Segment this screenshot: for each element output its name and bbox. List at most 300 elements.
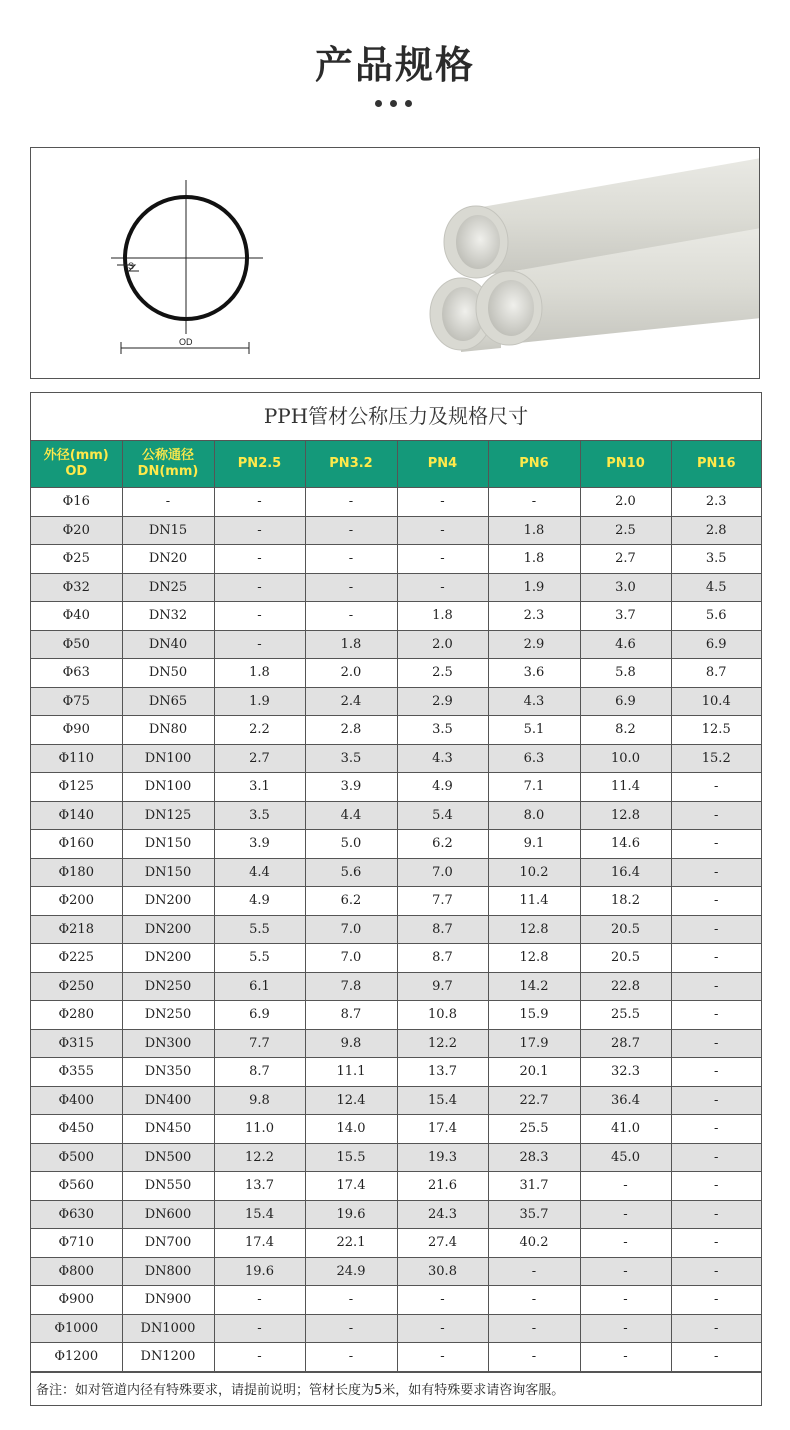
table-cell: -	[488, 1314, 580, 1343]
table-cell: 6.9	[214, 1001, 305, 1030]
table-cell: -	[305, 488, 397, 517]
table-cell: 15.4	[214, 1200, 305, 1229]
table-cell: 3.7	[580, 602, 671, 631]
table-cell: 2.9	[488, 630, 580, 659]
table-cell: DN65	[122, 687, 214, 716]
table-cell: -	[397, 545, 488, 574]
table-row	[31, 488, 761, 517]
table-cell: 35.7	[488, 1200, 580, 1229]
table-cell: 19.6	[305, 1200, 397, 1229]
table-cell: 3.9	[214, 830, 305, 859]
table-cell: 3.1	[214, 773, 305, 802]
table-cell: -	[671, 944, 761, 973]
table-cell: 3.5	[671, 545, 761, 574]
od-label: OD	[179, 337, 193, 347]
header-cell: PN10	[580, 441, 671, 488]
table-cell: 15.4	[397, 1086, 488, 1115]
table-cell: 31.7	[488, 1172, 580, 1201]
table-cell: 12.8	[580, 801, 671, 830]
table-row	[31, 972, 761, 1001]
table-row	[31, 773, 761, 802]
table-cell: 5.0	[305, 830, 397, 859]
table-cell: 7.0	[397, 858, 488, 887]
header-cell: 公称通径 DN(mm)	[122, 441, 214, 488]
table-row	[31, 915, 761, 944]
table-cell: 20.5	[580, 915, 671, 944]
table-cell: 5.6	[305, 858, 397, 887]
table-cell: 2.7	[214, 744, 305, 773]
table-cell: Φ710	[31, 1229, 122, 1258]
table-cell: -	[214, 516, 305, 545]
table-cell: Φ900	[31, 1286, 122, 1315]
table-cell: -	[671, 1058, 761, 1087]
table-header-row	[31, 441, 761, 488]
table-row	[31, 1086, 761, 1115]
table-cell: Φ75	[31, 687, 122, 716]
table-cell: 4.6	[580, 630, 671, 659]
table-cell: -	[580, 1286, 671, 1315]
table-cell: 1.8	[397, 602, 488, 631]
table-cell: Φ110	[31, 744, 122, 773]
table-cell: 10.8	[397, 1001, 488, 1030]
table-cell: 7.0	[305, 944, 397, 973]
table-cell: 4.5	[671, 573, 761, 602]
table-cell: 4.9	[214, 887, 305, 916]
table-cell: DN250	[122, 972, 214, 1001]
table-cell: -	[305, 1314, 397, 1343]
table-cell: 6.3	[488, 744, 580, 773]
table-cell: 3.5	[214, 801, 305, 830]
table-cell: DN150	[122, 858, 214, 887]
table-cell: 32.3	[580, 1058, 671, 1087]
table-cell: 45.0	[580, 1143, 671, 1172]
table-cell: Φ63	[31, 659, 122, 688]
table-cell: 4.4	[305, 801, 397, 830]
table-row	[31, 602, 761, 631]
table-cell: 22.7	[488, 1086, 580, 1115]
table-cell: Φ16	[31, 488, 122, 517]
table-cell: -	[214, 630, 305, 659]
table-cell: -	[488, 488, 580, 517]
table-row	[31, 1029, 761, 1058]
table-cell: 10.2	[488, 858, 580, 887]
table-cell: -	[671, 858, 761, 887]
table-cell: -	[397, 1314, 488, 1343]
table-cell: Φ630	[31, 1200, 122, 1229]
table-cell: 1.8	[214, 659, 305, 688]
table-cell: -	[305, 1343, 397, 1372]
table-cell: -	[214, 488, 305, 517]
table-cell: DN500	[122, 1143, 214, 1172]
table-cell: -	[580, 1314, 671, 1343]
s-label: S	[128, 261, 135, 271]
table-cell: -	[214, 602, 305, 631]
table-cell: -	[580, 1200, 671, 1229]
product-figure	[30, 147, 760, 379]
table-cell: DN200	[122, 944, 214, 973]
table-cell: 4.9	[397, 773, 488, 802]
table-cell: 4.4	[214, 858, 305, 887]
table-cell: 13.7	[397, 1058, 488, 1087]
table-cell: DN550	[122, 1172, 214, 1201]
table-cell: DN600	[122, 1200, 214, 1229]
table-cell: Φ140	[31, 801, 122, 830]
table-cell: 2.8	[305, 716, 397, 745]
table-cell: -	[671, 915, 761, 944]
table-row	[31, 573, 761, 602]
table-cell: 21.6	[397, 1172, 488, 1201]
table-caption: PPH管材公称压力及规格尺寸	[31, 393, 761, 441]
table-cell: 2.5	[397, 659, 488, 688]
table-cell: DN20	[122, 545, 214, 574]
table-cell: 25.5	[580, 1001, 671, 1030]
table-cell: -	[671, 830, 761, 859]
table-cell: -	[305, 573, 397, 602]
table-cell: 9.7	[397, 972, 488, 1001]
table-cell: 2.2	[214, 716, 305, 745]
table-cell: 24.3	[397, 1200, 488, 1229]
table-cell: DN1000	[122, 1314, 214, 1343]
table-cell: 8.7	[397, 915, 488, 944]
table-cell: 5.1	[488, 716, 580, 745]
table-cell: -	[671, 1172, 761, 1201]
table-cell: 1.9	[488, 573, 580, 602]
cross-section-diagram	[111, 180, 263, 354]
table-row	[31, 516, 761, 545]
table-cell: -	[397, 516, 488, 545]
table-cell: 40.2	[488, 1229, 580, 1258]
table-cell: DN200	[122, 887, 214, 916]
table-cell: 19.3	[397, 1143, 488, 1172]
table-cell: 2.0	[397, 630, 488, 659]
table-row	[31, 687, 761, 716]
table-cell: 25.5	[488, 1115, 580, 1144]
table-cell: 11.0	[214, 1115, 305, 1144]
table-cell: Φ160	[31, 830, 122, 859]
table-cell: 2.5	[580, 516, 671, 545]
table-cell: -	[671, 887, 761, 916]
table-row	[31, 1343, 761, 1372]
header-cell: PN6	[488, 441, 580, 488]
table-row	[31, 1115, 761, 1144]
table-cell: 6.1	[214, 972, 305, 1001]
table-cell: 20.5	[580, 944, 671, 973]
header-cell: 外径(mm) OD	[31, 441, 122, 488]
table-row	[31, 1058, 761, 1087]
table-cell: Φ25	[31, 545, 122, 574]
header-cell: PN4	[397, 441, 488, 488]
table-cell: -	[671, 1343, 761, 1372]
table-cell: 17.4	[214, 1229, 305, 1258]
table-cell: 12.8	[488, 944, 580, 973]
table-cell: 15.2	[671, 744, 761, 773]
table-cell: 11.1	[305, 1058, 397, 1087]
table-cell: -	[671, 1086, 761, 1115]
table-row	[31, 1229, 761, 1258]
table-cell: -	[671, 773, 761, 802]
table-cell: Φ32	[31, 573, 122, 602]
table-row	[31, 1257, 761, 1286]
table-cell: 8.7	[305, 1001, 397, 1030]
table-cell: 5.6	[671, 602, 761, 631]
table-cell: 3.5	[305, 744, 397, 773]
title-dots-decoration	[371, 92, 419, 102]
table-cell: 2.0	[580, 488, 671, 517]
table-cell: 15.5	[305, 1143, 397, 1172]
table-row	[31, 801, 761, 830]
table-cell: 6.9	[580, 687, 671, 716]
table-row	[31, 858, 761, 887]
table-cell: Φ400	[31, 1086, 122, 1115]
table-cell: 2.3	[671, 488, 761, 517]
table-cell: -	[671, 1143, 761, 1172]
table-row	[31, 1314, 761, 1343]
table-cell: Φ1200	[31, 1343, 122, 1372]
table-cell: 2.0	[305, 659, 397, 688]
table-row	[31, 659, 761, 688]
table-cell: -	[671, 972, 761, 1001]
table-cell: 7.7	[397, 887, 488, 916]
table-row	[31, 545, 761, 574]
table-cell: DN700	[122, 1229, 214, 1258]
table-cell: 10.0	[580, 744, 671, 773]
table-cell: 17.4	[305, 1172, 397, 1201]
table-cell: -	[488, 1343, 580, 1372]
table-cell: -	[671, 1286, 761, 1315]
table-cell: 9.8	[305, 1029, 397, 1058]
table-cell: 5.4	[397, 801, 488, 830]
table-cell: Φ450	[31, 1115, 122, 1144]
table-cell: Φ800	[31, 1257, 122, 1286]
table-cell: DN800	[122, 1257, 214, 1286]
table-cell: -	[671, 1115, 761, 1144]
table-cell: -	[214, 1286, 305, 1315]
table-cell: 22.1	[305, 1229, 397, 1258]
table-row	[31, 1286, 761, 1315]
table-cell: DN300	[122, 1029, 214, 1058]
table-cell: 36.4	[580, 1086, 671, 1115]
table-cell: -	[305, 1286, 397, 1315]
table-row	[31, 744, 761, 773]
table-cell: DN100	[122, 773, 214, 802]
table-cell: -	[214, 573, 305, 602]
table-cell: Φ40	[31, 602, 122, 631]
table-cell: 14.0	[305, 1115, 397, 1144]
table-cell: 1.8	[488, 545, 580, 574]
table-cell: Φ560	[31, 1172, 122, 1201]
table-cell: DN400	[122, 1086, 214, 1115]
spec-table	[31, 441, 761, 1372]
table-row	[31, 830, 761, 859]
table-cell: 9.1	[488, 830, 580, 859]
table-cell: -	[671, 1200, 761, 1229]
table-cell: -	[580, 1229, 671, 1258]
table-cell: 8.7	[671, 659, 761, 688]
table-cell: 1.8	[488, 516, 580, 545]
pipes-image	[430, 158, 760, 352]
table-cell: 11.4	[580, 773, 671, 802]
table-cell: -	[580, 1343, 671, 1372]
table-cell: Φ315	[31, 1029, 122, 1058]
table-cell: 3.5	[397, 716, 488, 745]
table-cell: DN80	[122, 716, 214, 745]
table-cell: 12.4	[305, 1086, 397, 1115]
table-cell: Φ50	[31, 630, 122, 659]
table-cell: -	[671, 1257, 761, 1286]
table-cell: -	[671, 1314, 761, 1343]
table-cell: 28.3	[488, 1143, 580, 1172]
pipe-illustration	[31, 148, 760, 379]
table-cell: Φ180	[31, 858, 122, 887]
table-row	[31, 1200, 761, 1229]
table-cell: -	[671, 1001, 761, 1030]
spec-table-container	[30, 392, 762, 1406]
table-cell: DN150	[122, 830, 214, 859]
table-cell: 3.9	[305, 773, 397, 802]
table-cell: -	[488, 1286, 580, 1315]
table-cell: -	[214, 1343, 305, 1372]
table-row	[31, 944, 761, 973]
table-cell: 4.3	[488, 687, 580, 716]
table-cell: 7.7	[214, 1029, 305, 1058]
table-cell: -	[397, 573, 488, 602]
table-cell: -	[214, 1314, 305, 1343]
table-cell: 17.4	[397, 1115, 488, 1144]
table-cell: 2.9	[397, 687, 488, 716]
table-cell: 5.8	[580, 659, 671, 688]
table-cell: 16.4	[580, 858, 671, 887]
table-body	[31, 488, 761, 1372]
table-cell: DN50	[122, 659, 214, 688]
table-cell: 5.5	[214, 915, 305, 944]
table-cell: 14.2	[488, 972, 580, 1001]
table-cell: DN200	[122, 915, 214, 944]
table-cell: DN100	[122, 744, 214, 773]
table-cell: 7.0	[305, 915, 397, 944]
header-cell: PN3.2	[305, 441, 397, 488]
table-cell: -	[397, 1343, 488, 1372]
table-cell: Φ280	[31, 1001, 122, 1030]
table-row	[31, 1172, 761, 1201]
table-cell: -	[671, 801, 761, 830]
table-cell: -	[488, 1257, 580, 1286]
table-cell: 13.7	[214, 1172, 305, 1201]
table-cell: 15.9	[488, 1001, 580, 1030]
table-cell: 10.4	[671, 687, 761, 716]
table-cell: DN15	[122, 516, 214, 545]
table-cell: 8.0	[488, 801, 580, 830]
table-cell: 6.2	[397, 830, 488, 859]
table-cell: -	[397, 1286, 488, 1315]
table-cell: 1.9	[214, 687, 305, 716]
table-cell: 2.8	[671, 516, 761, 545]
table-cell: 2.7	[580, 545, 671, 574]
table-cell: 8.2	[580, 716, 671, 745]
table-cell: Φ20	[31, 516, 122, 545]
table-cell: 2.3	[488, 602, 580, 631]
table-cell: DN900	[122, 1286, 214, 1315]
table-cell: 22.8	[580, 972, 671, 1001]
table-cell: 30.8	[397, 1257, 488, 1286]
table-cell: 14.6	[580, 830, 671, 859]
table-cell: 41.0	[580, 1115, 671, 1144]
table-cell: DN250	[122, 1001, 214, 1030]
table-cell: Φ125	[31, 773, 122, 802]
table-cell: Φ90	[31, 716, 122, 745]
header-cell: PN16	[671, 441, 761, 488]
table-note: 备注：如对管道内径有特殊要求，请提前说明；管材长度为5米，如有特殊要求请咨询客服。	[31, 1372, 761, 1409]
table-cell: Φ250	[31, 972, 122, 1001]
page-title: 产品规格	[314, 43, 475, 87]
table-cell: DN350	[122, 1058, 214, 1087]
table-cell: 5.5	[214, 944, 305, 973]
table-cell: Φ218	[31, 915, 122, 944]
table-cell: -	[580, 1257, 671, 1286]
table-cell: -	[305, 516, 397, 545]
table-cell: DN25	[122, 573, 214, 602]
table-cell: 11.4	[488, 887, 580, 916]
table-cell: Φ500	[31, 1143, 122, 1172]
table-cell: DN125	[122, 801, 214, 830]
table-cell: 9.8	[214, 1086, 305, 1115]
table-cell: 19.6	[214, 1257, 305, 1286]
table-cell: DN1200	[122, 1343, 214, 1372]
header-cell: PN2.5	[214, 441, 305, 488]
table-cell: 12.2	[214, 1143, 305, 1172]
table-cell: 17.9	[488, 1029, 580, 1058]
table-cell: 3.6	[488, 659, 580, 688]
table-cell: DN450	[122, 1115, 214, 1144]
table-cell: 4.3	[397, 744, 488, 773]
table-cell: 24.9	[305, 1257, 397, 1286]
table-cell: 8.7	[397, 944, 488, 973]
table-row	[31, 716, 761, 745]
table-cell: -	[305, 545, 397, 574]
table-cell: 2.4	[305, 687, 397, 716]
table-cell: 18.2	[580, 887, 671, 916]
table-cell: 3.0	[580, 573, 671, 602]
table-cell: Φ355	[31, 1058, 122, 1087]
table-cell: -	[305, 602, 397, 631]
table-cell: -	[671, 1229, 761, 1258]
table-cell: 12.8	[488, 915, 580, 944]
table-row	[31, 630, 761, 659]
table-cell: -	[580, 1172, 671, 1201]
table-row	[31, 1001, 761, 1030]
table-cell: DN40	[122, 630, 214, 659]
table-row	[31, 1143, 761, 1172]
table-cell: DN32	[122, 602, 214, 631]
table-cell: 6.2	[305, 887, 397, 916]
table-cell: Φ1000	[31, 1314, 122, 1343]
table-cell: 8.7	[214, 1058, 305, 1087]
table-cell: Φ200	[31, 887, 122, 916]
table-cell: 12.2	[397, 1029, 488, 1058]
table-cell: -	[214, 545, 305, 574]
table-cell: Φ225	[31, 944, 122, 973]
table-cell: 12.5	[671, 716, 761, 745]
table-cell: 7.8	[305, 972, 397, 1001]
table-cell: 28.7	[580, 1029, 671, 1058]
table-cell: -	[397, 488, 488, 517]
table-cell: -	[122, 488, 214, 517]
table-cell: 6.9	[671, 630, 761, 659]
table-cell: 20.1	[488, 1058, 580, 1087]
table-cell: 27.4	[397, 1229, 488, 1258]
table-cell: 1.8	[305, 630, 397, 659]
table-cell: -	[671, 1029, 761, 1058]
table-row	[31, 887, 761, 916]
